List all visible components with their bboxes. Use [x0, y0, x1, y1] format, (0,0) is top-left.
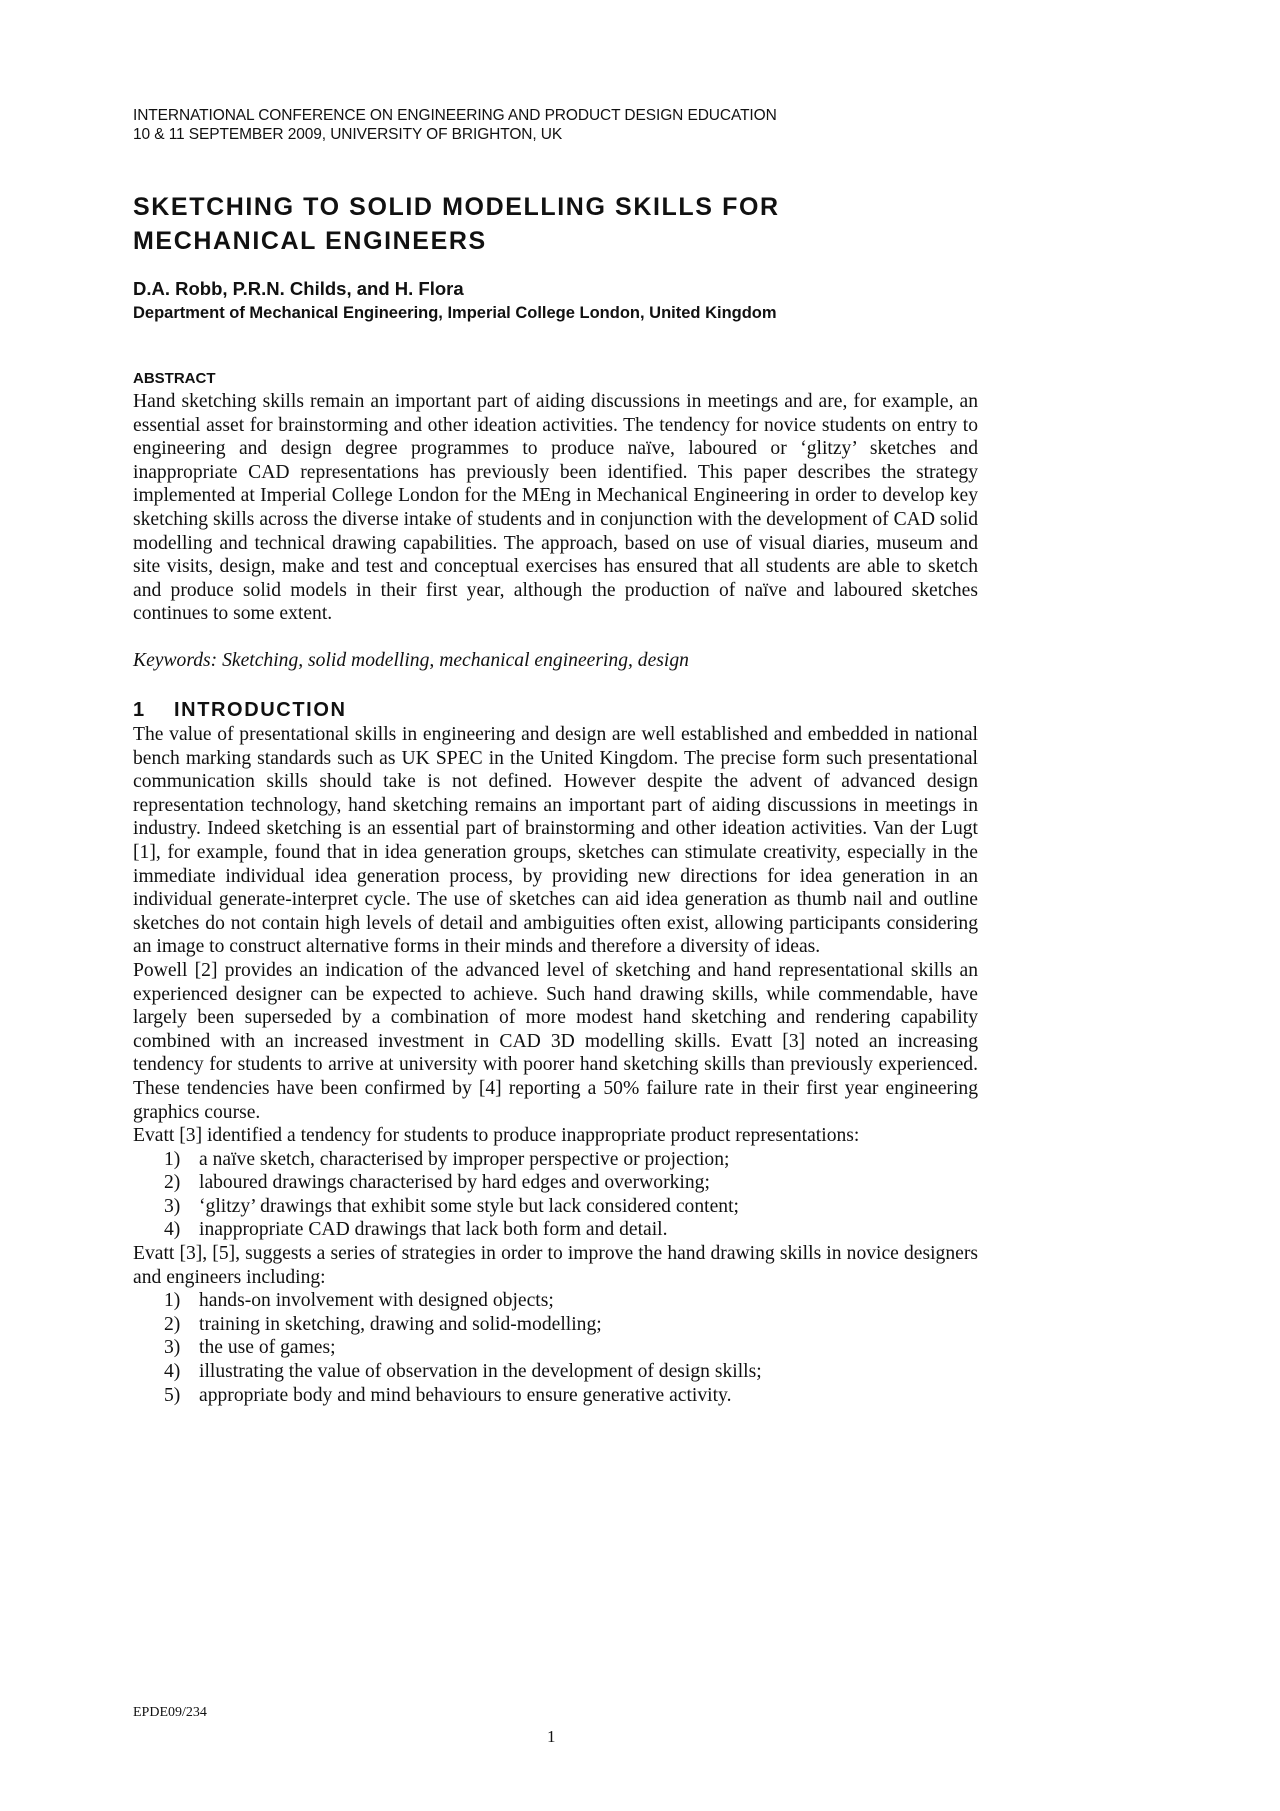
section-number: 1: [133, 699, 146, 721]
intro-paragraph-1: The value of presentational skills in engineering and design are well established and embedded in national bench marking standards such as UK SPEC in the United Kingdom. The precise form such presentational communication skills should take is not defined. However despite the advent of advanced design representation technology, hand sketching remains an important part of aiding discussions in meetings in industry. Indeed sketching is an essential part of brainstorming and other ideation activities. Van der Lugt [1], for example, found that in idea generation groups, sketches can stimulate creativity, especially in the immediate individual idea generation process, by providing new directions for idea generation in an individual generate-interpret cycle. The use of sketches can aid idea generation as thumb nail and outline sketches do not contain high levels of detail and ambiguities often exist, allowing participants considering an image to construct alternative forms in their minds and therefore a diversity of ideas.: [133, 724, 978, 958]
conference-name: INTERNATIONAL CONFERENCE ON ENGINEERING AND PRODUCT DESIGN EDUCATION: [133, 107, 777, 124]
title-line-2: MECHANICAL ENGINEERS: [133, 227, 487, 255]
keywords: Keywords: Sketching, solid modelling, mechanical engineering, design: [133, 650, 689, 671]
representations-list: [133, 1148, 978, 1242]
page-number: 1: [547, 1727, 556, 1746]
intro-paragraph-2: Powell [2] provides an indication of the advanced level of sketching and hand representational skills an experienced designer can be expected to achieve. Such hand drawing skills, while commendable, have largely been superseded by a combination of more modest hand sketching and rendering capability combined with an increased investment in CAD 3D modelling skills. Evatt [3] noted an increasing tendency for students to arrive at university with poorer hand sketching skills than previously experienced. These tendencies have been confirmed by [4] reporting a 50% failure rate in their first year engineering graphics course.: [133, 959, 978, 1123]
strategies-list: [133, 1289, 978, 1407]
list-item: 3) the use of games;: [164, 1337, 336, 1359]
section-title: INTRODUCTION: [174, 699, 347, 721]
list-item: 3) ‘glitzy’ drawings that exhibit some style but lack considered content;: [164, 1195, 739, 1217]
intro-paragraph-3: Evatt [3] identified a tendency for students to produce inappropriate product representations:: [133, 1125, 860, 1147]
list-item: 4) illustrating the value of observation in the development of design skills;: [164, 1361, 762, 1383]
list-item: 2) laboured drawings characterised by hard edges and overworking;: [164, 1172, 710, 1194]
authors: D.A. Robb, P.R.N. Childs, and H. Flora: [133, 278, 464, 299]
abstract-heading: ABSTRACT: [133, 370, 216, 387]
affiliation: Department of Mechanical Engineering, Imperial College London, United Kingdom: [133, 304, 777, 322]
section-heading-introduction: [133, 698, 347, 722]
abstract-text: Hand sketching skills remain an important part of aiding discussions in meetings and are, for example, an essential asset for brainstorming and other ideation activities. The tendency for novice students on entry to engineering and design degree programmes to produce naïve, laboured or ‘glitzy’ sketches and inappropriate CAD representations has previously been identified. This paper describes the strategy implemented at Imperial College London for the MEng in Mechanical Engineering in order to develop key sketching skills across the diverse intake of students and in conjunction with the development of CAD solid modelling and technical drawing capabilities. The approach, based on use of visual diaries, museum and site visits, design, make and test and conceptual exercises has ensured that all students are able to sketch and produce solid models in their first year, although the production of naïve and laboured sketches continues to some extent.: [133, 391, 978, 625]
conference-date-venue: 10 & 11 SEPTEMBER 2009, UNIVERSITY OF BRIGHTON, UK: [133, 126, 563, 143]
list-item: 2) training in sketching, drawing and solid-modelling;: [164, 1313, 602, 1335]
list-item: 1) hands-on involvement with designed objects;: [164, 1290, 554, 1312]
list-item: 5) appropriate body and mind behaviours to ensure generative activity.: [164, 1384, 732, 1406]
title-line-1: SKETCHING TO SOLID MODELLING SKILLS FOR: [133, 193, 780, 221]
list-item: 4) inappropriate CAD drawings that lack both form and detail.: [164, 1219, 668, 1241]
list-item: 1) a naïve sketch, characterised by improper perspective or projection;: [164, 1148, 730, 1170]
introduction-body: [133, 723, 978, 1407]
paper-title: [133, 190, 780, 258]
intro-paragraph-4: Evatt [3], [5], suggests a series of strategies in order to improve the hand drawing skills in novice designers and engineers including:: [133, 1243, 978, 1288]
paper-code: EPDE09/234: [133, 1705, 207, 1720]
